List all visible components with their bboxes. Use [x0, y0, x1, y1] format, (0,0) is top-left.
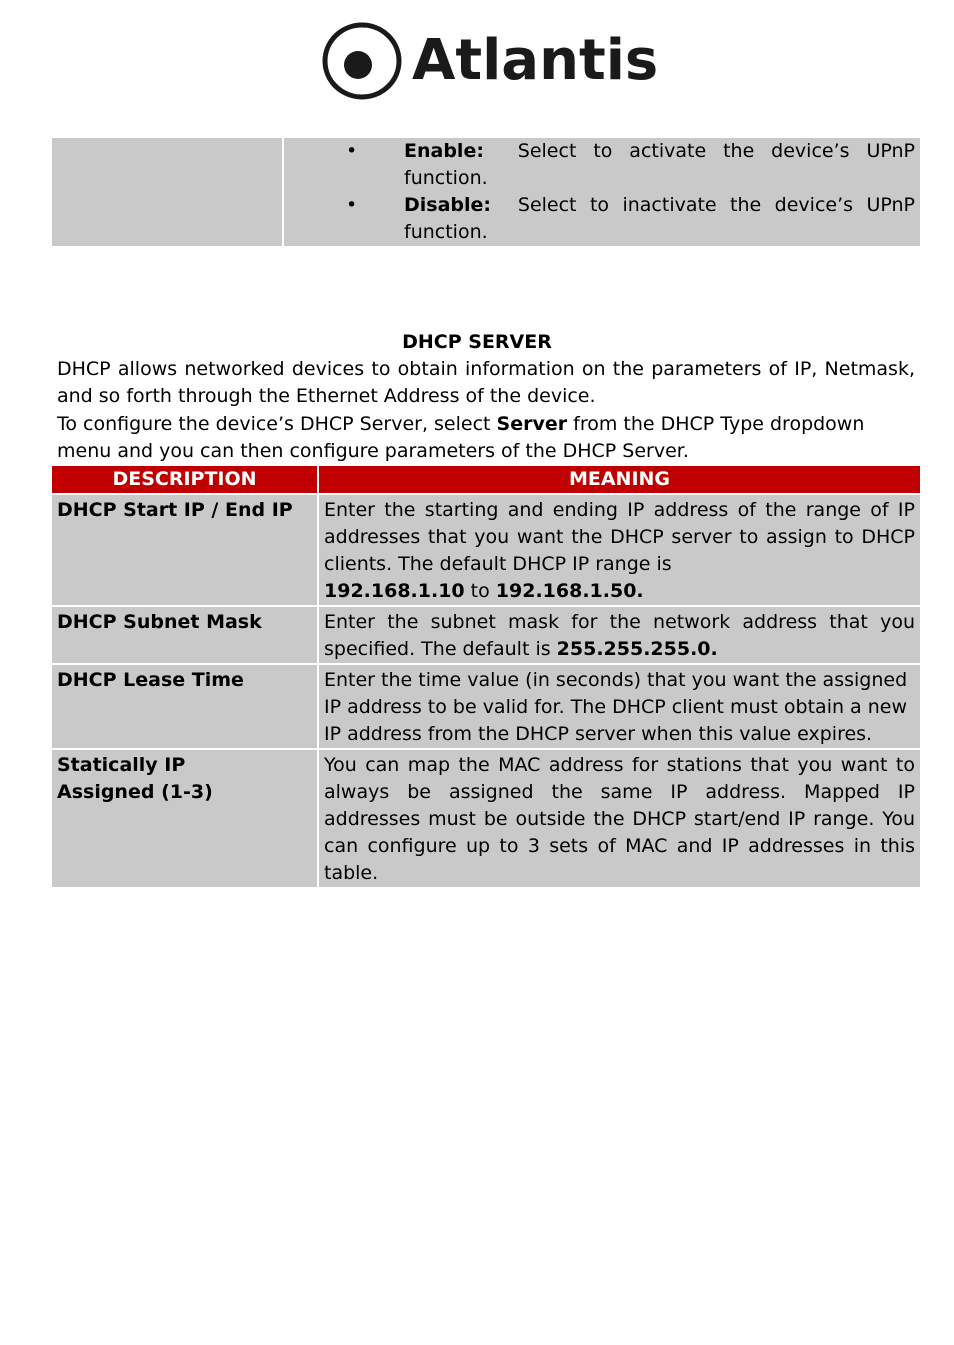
- atlantis-logo-icon: [322, 22, 406, 100]
- option-label: Enable:: [404, 140, 484, 162]
- header-description: DESCRIPTION: [52, 466, 318, 494]
- row-description: [52, 664, 318, 749]
- dhcp-table: [52, 466, 920, 887]
- table-header-row: [52, 466, 920, 494]
- intro-paragraph: DHCP allows networked devices to obtain information on the parameters of IP, Netmask, and so forth through the Ethernet Address of the device.: [57, 358, 915, 407]
- upnp-options-table: [52, 138, 920, 246]
- config-paragraph: [57, 411, 907, 465]
- table-row: [52, 494, 920, 606]
- description-text: DHCP Subnet Mask: [57, 611, 262, 633]
- table-row: [52, 606, 920, 664]
- row-meaning: [318, 749, 920, 887]
- description-text: Statically IP Assigned (1-3): [57, 754, 213, 803]
- config-bold: Server: [496, 413, 568, 435]
- config-suffix: from the DHCP Type dropdown menu and you can then configure parameters of the DHCP Server.: [57, 413, 865, 462]
- option-text: Select to inactivate the device’s UPnP function.: [404, 194, 915, 243]
- section-title: DHCP SERVER: [402, 331, 552, 353]
- range-start: 192.168.1.10: [324, 580, 465, 602]
- meaning-text: Enter the time value (in seconds) that you want the assigned IP address to be valid for. The DHCP client must obtain a new IP address from the DHCP server when this value expires.: [324, 669, 908, 745]
- upnp-options-cell: [283, 138, 920, 246]
- upnp-label-cell: [52, 138, 283, 246]
- row-meaning: [318, 664, 920, 749]
- option-text: Select to activate the device’s UPnP function.: [404, 140, 915, 189]
- range-to: to: [464, 580, 496, 602]
- default-value: 255.255.255.0.: [556, 638, 718, 660]
- description-text: DHCP Start IP / End IP: [57, 499, 293, 521]
- list-item: [284, 192, 915, 246]
- table-row: [52, 664, 920, 749]
- list-item: [284, 138, 915, 192]
- row-meaning: [318, 494, 920, 606]
- config-prefix: To configure the device’s DHCP Server, select: [57, 413, 497, 435]
- row-meaning: [318, 606, 920, 664]
- bullet-icon: •: [346, 194, 358, 216]
- range-end: 192.168.1.50.: [495, 580, 644, 602]
- atlantis-logo: [322, 22, 659, 100]
- table-row: [52, 749, 920, 887]
- row-description: [52, 494, 318, 606]
- meaning-text: Enter the starting and ending IP address of the range of IP addresses that you want the DHCP server to assign to DHCP clients. The default DHCP IP range is: [324, 499, 915, 575]
- option-label: Disable:: [404, 194, 492, 216]
- row-description: [52, 749, 318, 887]
- header-meaning: MEANING: [318, 466, 920, 494]
- meaning-text: Enter the subnet mask for the network address that you specified. The default is: [324, 611, 915, 660]
- logo-wordmark: Atlantis: [412, 28, 659, 93]
- meaning-text: You can map the MAC address for stations that you want to always be assigned the same IP address. Mapped IP addresses must be outside the DHCP start/end IP range. You can configure up to 3 sets of MAC and IP addresses in this table.: [324, 754, 915, 884]
- bullet-icon: •: [346, 140, 358, 162]
- description-text: DHCP Lease Time: [57, 669, 244, 691]
- row-description: [52, 606, 318, 664]
